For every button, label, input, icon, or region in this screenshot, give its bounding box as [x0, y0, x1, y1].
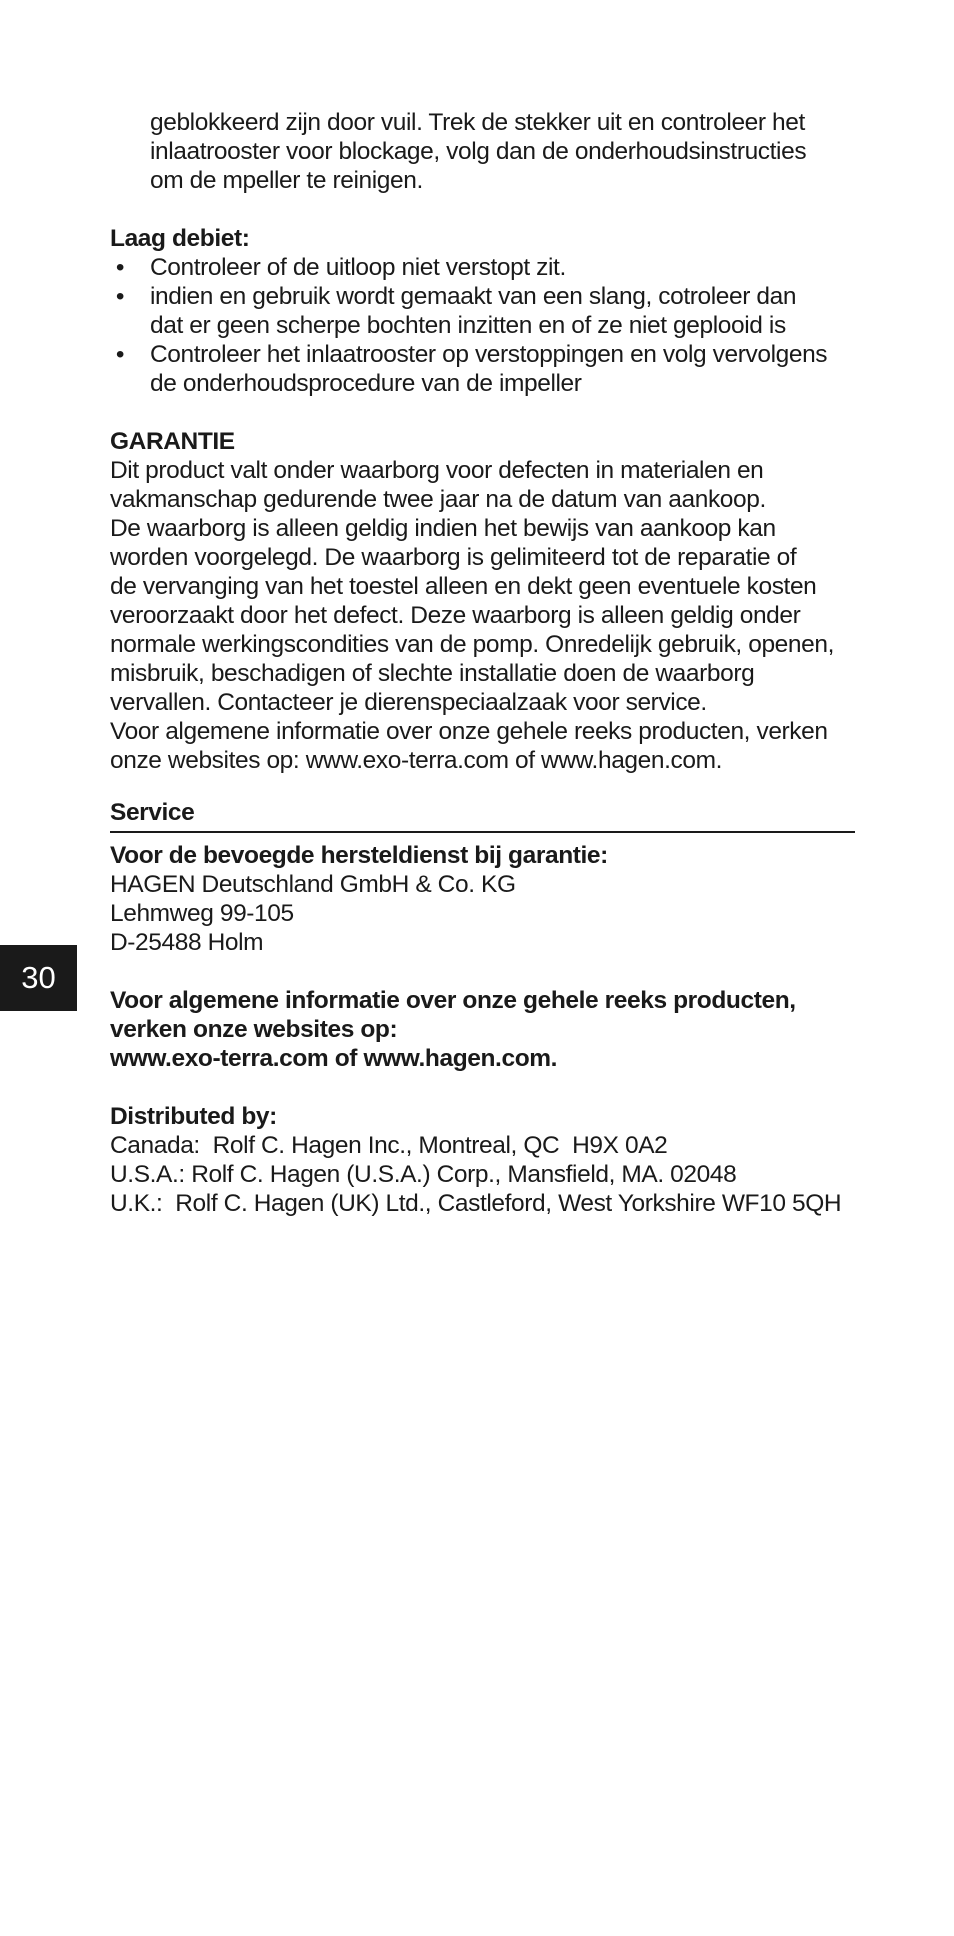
list-item-text: Controleer of de uitloop niet verstopt zit.	[150, 254, 566, 281]
low-flow-heading: Laag debiet:	[110, 225, 250, 252]
service-info-line: www.exo-terra.com of www.hagen.com.	[110, 1045, 558, 1072]
low-flow-list	[110, 253, 855, 398]
service-repair-heading: Voor de bevoegde hersteldienst bij garantie:	[110, 842, 608, 869]
bullet-icon: •	[115, 341, 125, 368]
warranty-line: veroorzaakt door het defect. Deze waarborg is alleen geldig onder	[110, 602, 801, 629]
page-number-tab: 30	[0, 945, 77, 1011]
warranty-line: onze websites op: www.exo-terra.com of www.hagen.com.	[110, 747, 722, 774]
intro-line: om de mpeller te reinigen.	[150, 167, 423, 194]
intro-line: geblokkeerd zijn door vuil. Trek de stekker uit en controleer het	[150, 109, 805, 136]
warranty-line: worden voorgelegd. De waarborg is gelimiteerd tot de reparatie of	[110, 544, 797, 571]
document-page	[110, 108, 855, 1218]
low-flow-section	[110, 224, 855, 398]
distributor-line: Canada: Rolf C. Hagen Inc., Montreal, QC H9X 0A2	[110, 1132, 668, 1159]
intro-line: inlaatrooster voor blockage, volg dan de onderhoudsinstructies	[150, 138, 807, 165]
warranty-text	[110, 456, 855, 775]
address-line: HAGEN Deutschland GmbH & Co. KG	[110, 871, 516, 898]
list-item	[110, 282, 855, 340]
list-item-text: de onderhoudsprocedure van de impeller	[150, 370, 582, 397]
warranty-line: Voor algemene informatie over onze gehele reeks producten, verken	[110, 718, 828, 745]
service-info-line: Voor algemene informatie over onze gehele reeks producten,	[110, 987, 796, 1014]
warranty-line: normale werkingscondities van de pomp. Onredelijk gebruik, openen,	[110, 631, 834, 658]
distributor-line: U.S.A.: Rolf C. Hagen (U.S.A.) Corp., Mansfield, MA. 02048	[110, 1161, 737, 1188]
warranty-line: de vervanging van het toestel alleen en dekt geen eventuele kosten	[110, 573, 817, 600]
address-line: D-25488 Holm	[110, 929, 264, 956]
service-info-line: verken onze websites op:	[110, 1016, 398, 1043]
warranty-line: Dit product valt onder waarborg voor defecten in materialen en	[110, 457, 764, 484]
service-heading: Service	[110, 798, 855, 833]
bullet-icon: •	[115, 283, 125, 310]
warranty-heading: GARANTIE	[110, 428, 235, 455]
warranty-line: vakmanschap gedurende twee jaar na de datum van aankoop.	[110, 486, 766, 513]
distributed-section	[110, 1102, 855, 1218]
warranty-line: De waarborg is alleen geldig indien het bewijs van aankoop kan	[110, 515, 776, 542]
service-info-block	[110, 986, 855, 1073]
list-item-text: Controleer het inlaatrooster op verstoppingen en volg vervolgens	[150, 341, 828, 368]
warranty-section	[110, 427, 855, 775]
warranty-line: vervallen. Contacteer je dierenspeciaalzaak voor service.	[110, 689, 707, 716]
distributed-heading: Distributed by:	[110, 1103, 277, 1130]
list-item	[110, 340, 855, 398]
intro-paragraph	[110, 108, 855, 195]
warranty-line: misbruik, beschadigen of slechte installatie doen de waarborg	[110, 660, 755, 687]
list-item-text: dat er geen scherpe bochten inzitten en of ze niet geplooid is	[150, 312, 786, 339]
distributor-line: U.K.: Rolf C. Hagen (UK) Ltd., Castleford, West Yorkshire WF10 5QH	[110, 1190, 842, 1217]
bullet-icon: •	[115, 254, 125, 281]
list-item	[110, 253, 855, 282]
list-item-text: indien en gebruik wordt gemaakt van een slang, cotroleer dan	[150, 283, 797, 310]
service-repair-block	[110, 841, 855, 957]
address-line: Lehmweg 99-105	[110, 900, 294, 927]
